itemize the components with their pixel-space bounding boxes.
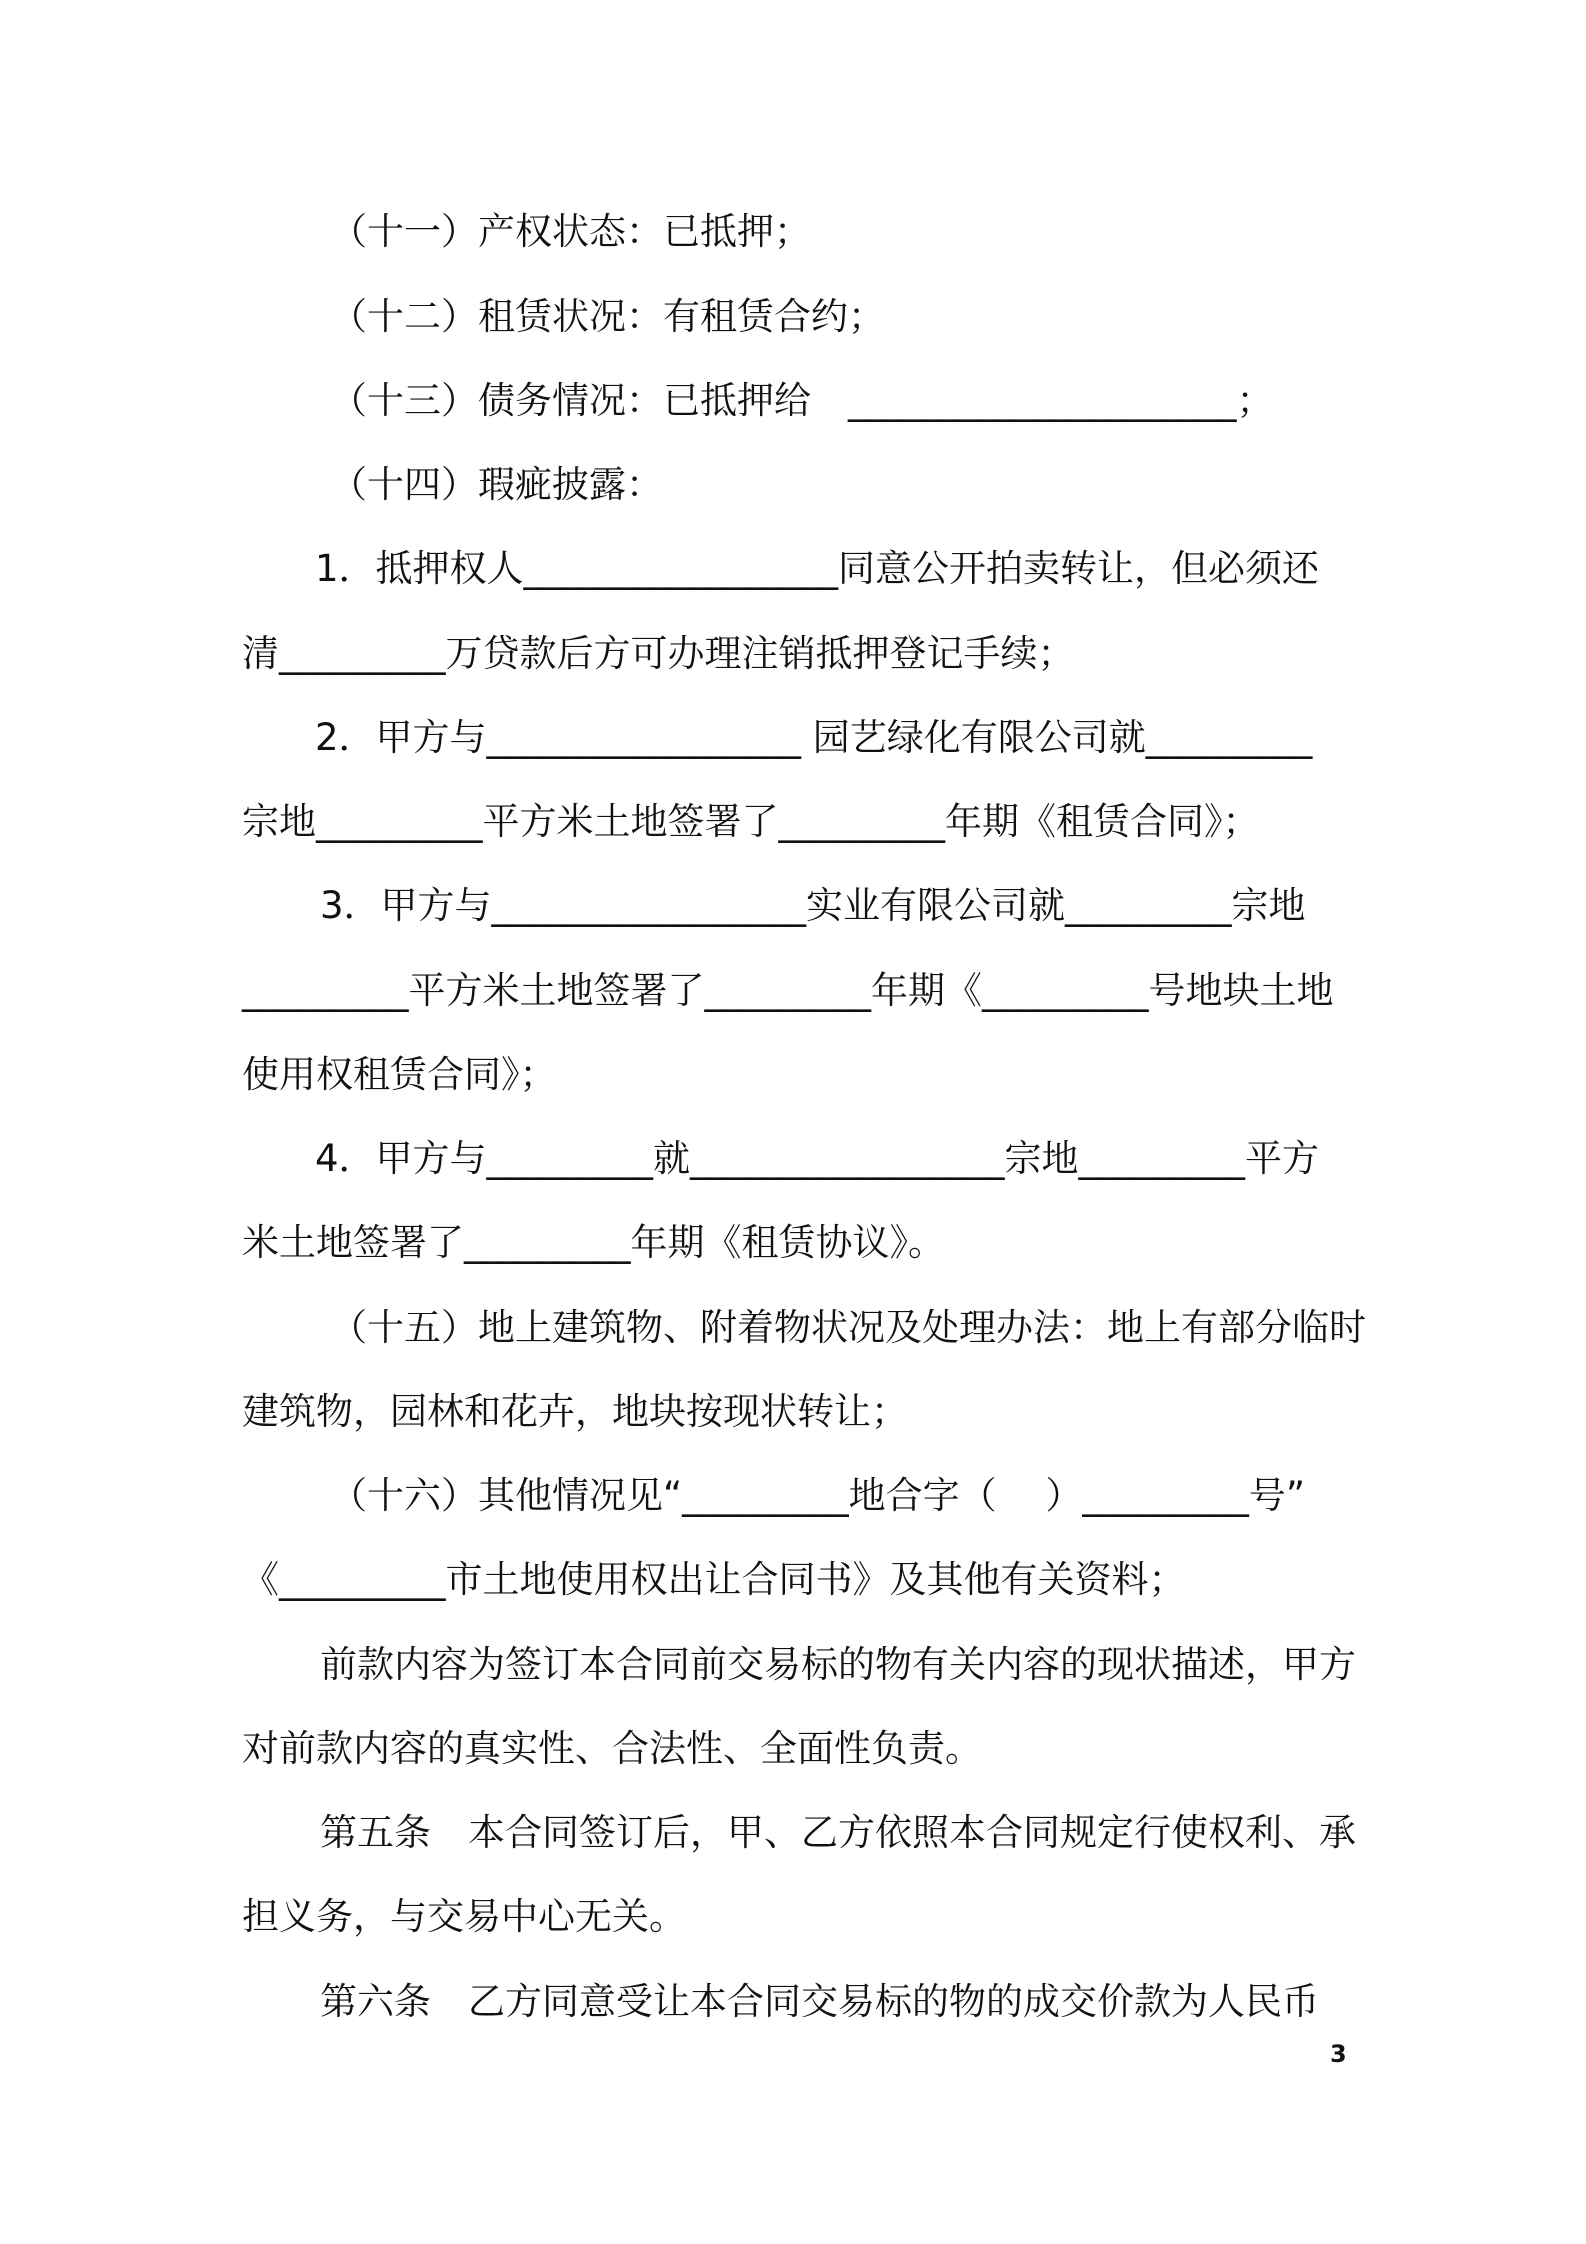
paragraph-line-2: 对前款内容的真实性、合法性、全面性负责。 <box>242 1727 982 1770</box>
clause-14: （十四）瑕疵披露： <box>330 463 663 506</box>
clause-16-line-1: （十六）其他情况见“_________地合字（ ）_________号” <box>330 1474 1306 1517</box>
item-2-line-1: 2．甲方与_________________ 园艺绿化有限公司就_________ <box>315 716 1313 759</box>
item-4-line-2: 米土地签署了_________年期《租赁协议》。 <box>242 1221 945 1264</box>
article-6-line-1: 第六条 乙方同意受让本合同交易标的物的成交价款为人民币 <box>320 1980 1319 2023</box>
item-3-line-2: _________平方米土地签署了_________年期《_________号地块土地 <box>242 969 1334 1012</box>
item-4-line-1: 4．甲方与_________就_________________宗地_________平方 <box>315 1137 1320 1180</box>
article-5-line-2: 担义务，与交易中心无关。 <box>242 1895 686 1938</box>
clause-12: （十二）租赁状况：有租赁合约； <box>330 295 885 338</box>
clause-11: （十一）产权状态：已抵押； <box>330 210 811 253</box>
page-number: 3 <box>1330 2040 1347 2068</box>
clause-16-line-2: 《_________市土地使用权出让合同书》及其他有关资料； <box>242 1558 1186 1601</box>
item-3-line-1: 3．甲方与_________________实业有限公司就_________宗地 <box>320 884 1306 927</box>
item-1-line-2: 清_________万贷款后方可办理注销抵押登记手续； <box>242 632 1075 675</box>
clause-15-line-2: 建筑物，园林和花卉，地块按现状转让； <box>242 1390 908 1433</box>
item-2-line-2: 宗地_________平方米土地签署了_________年期《租赁合同》； <box>242 800 1260 843</box>
article-5-line-1: 第五条 本合同签订后，甲、乙方依照本合同规定行使权利、承 <box>320 1811 1356 1854</box>
paragraph-line-1: 前款内容为签订本合同前交易标的物有关内容的现状描述，甲方 <box>320 1643 1356 1686</box>
clause-13: （十三）债务情况：已抵押给 _____________________； <box>330 379 1274 422</box>
clause-15-line-1: （十五）地上建筑物、附着物状况及处理办法：地上有部分临时 <box>330 1306 1366 1349</box>
item-3-line-3: 使用权租赁合同》； <box>242 1053 557 1096</box>
item-1-line-1: 1．抵押权人_________________同意公开拍卖转让，但必须还 <box>315 547 1320 590</box>
